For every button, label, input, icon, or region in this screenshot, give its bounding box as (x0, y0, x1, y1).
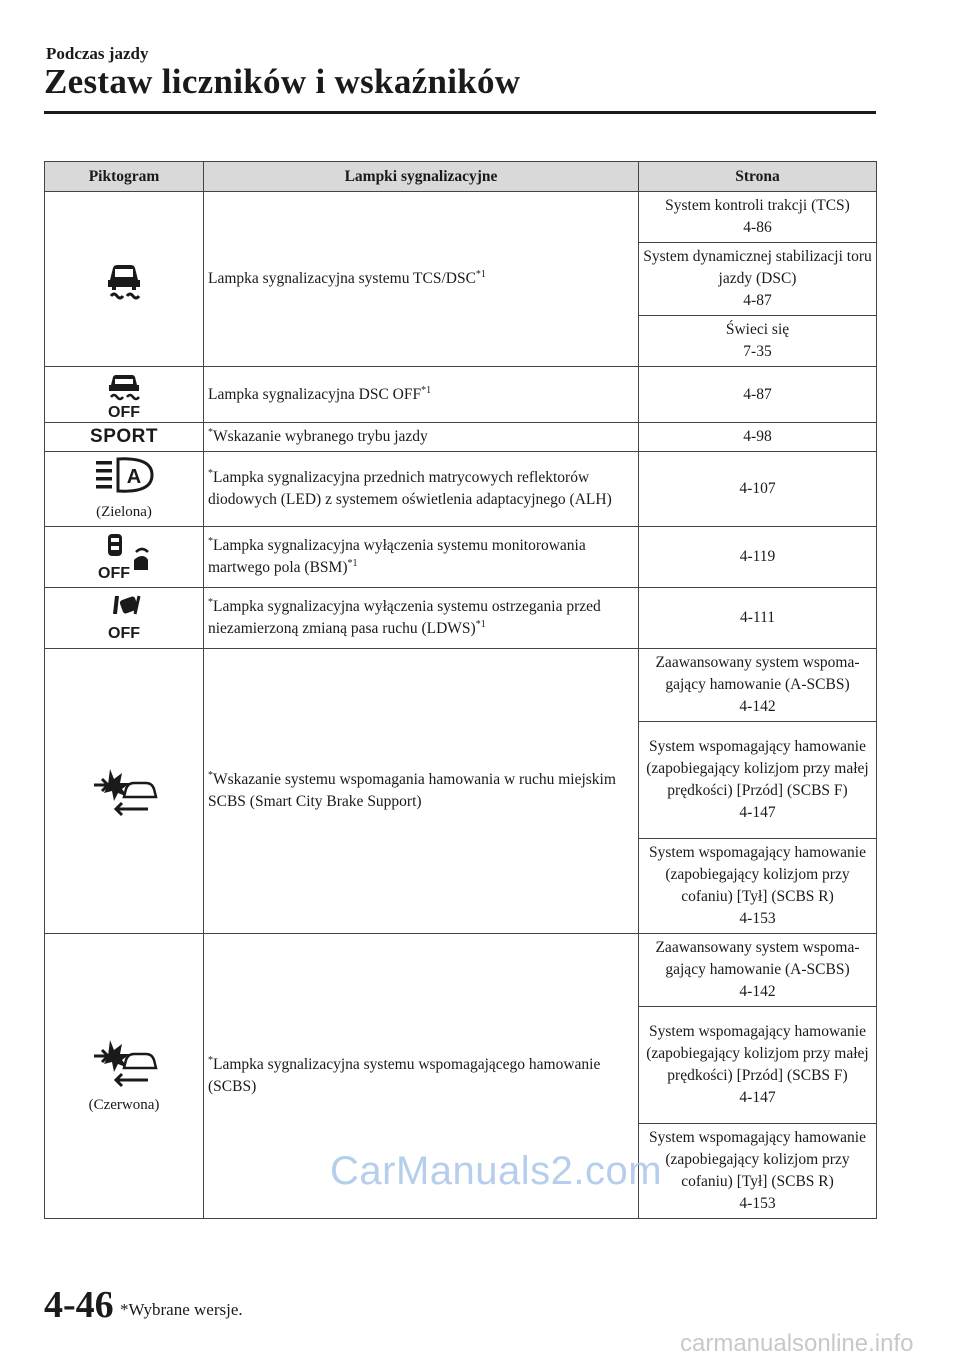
tcs-page-1: System kontroli trakcji (TCS) 4-86 (639, 192, 877, 243)
dsc-off-icon (45, 371, 203, 419)
footnote: *Wybrane wersje. (120, 1300, 243, 1319)
alh-icon (45, 455, 203, 495)
page-title: Zestaw liczników i wskaźników (44, 62, 521, 101)
tcs-dsc-icon (45, 256, 203, 302)
header-pictogram: Piktogram (45, 162, 204, 192)
sport-icon-cell (45, 423, 204, 452)
bsm-desc: *Lampka sygnalizacyjna wyłączenia systemu monitorowania martwego pola (BSM)$^{*1}$ (204, 527, 639, 588)
tcs-icon-cell (45, 192, 204, 367)
watermark: CarManuals2.com (330, 1149, 663, 1193)
indicator-table (44, 161, 877, 1219)
scbs-page-1: Zaawansowany system wspomagający hamowanie (A-SCBS) 4-142 (639, 649, 877, 722)
svg-text:OFF: OFF (108, 403, 140, 419)
svg-text:OFF: OFF (108, 625, 140, 642)
table-row (45, 192, 877, 243)
header-page: Strona (639, 162, 877, 192)
page-number: 4-46 (44, 1284, 114, 1326)
table-row (45, 367, 877, 423)
scbsred-page-1: Zaawansowany system wspomagający hamowanie (A-SCBS) 4-142 (639, 934, 877, 1007)
tcs-page-2: System dynamicznej stabilizacji toru jazdy (DSC) 4-87 (639, 243, 877, 316)
scbsred-page-3: System wspomagający hamowanie (zapobiegający kolizjom przy cofaniu) [Tył] (SCBS R) 4-153 (639, 1124, 877, 1219)
sport-page: 4-98 (639, 423, 877, 452)
table-row (45, 588, 877, 649)
ldws-icon-cell (45, 588, 204, 649)
scbs-page-2: System wspomagający hamowanie (zapobiegający kolizjom przy małej prędkości) [Przód] (SCBS F) 4-147 (639, 722, 877, 839)
title-rule (44, 111, 876, 114)
scbsred-caption: (Czerwona) (88, 1097, 160, 1113)
header-indicators: Lampki sygnalizacyjne (204, 162, 639, 192)
scbs-icon-cell (45, 649, 204, 934)
sport-desc: *Wskazanie wybranego trybu jazdy (204, 423, 639, 452)
table-row (45, 934, 877, 1007)
scbsred-icon-cell (45, 934, 204, 1219)
table-header-row (45, 162, 877, 192)
ldws-off-icon (45, 592, 203, 644)
alh-page: 4-107 (639, 452, 877, 527)
bsm-icon-cell (45, 527, 204, 588)
bsm-off-icon (45, 532, 203, 582)
table-row (45, 527, 877, 588)
table-row (45, 649, 877, 722)
tcs-page-3: Świeci się 7-35 (639, 316, 877, 367)
alh-icon-cell (45, 452, 204, 527)
ldws-desc: *Lampka sygnalizacyjna wyłączenia systemu ostrzegania przed niezamierzoną zmianą pasa ruchu (LDWS)$^{*1}$ (204, 588, 639, 649)
scbs-desc: *Wskazanie systemu wspomagania hamowania w ruchu miejskim SCBS (Smart City Brake Support) (204, 649, 639, 934)
ldws-page: 4-111 (639, 588, 877, 649)
bsm-page: 4-119 (639, 527, 877, 588)
sport-icon: SPORT (90, 425, 158, 447)
scbsred-page-2: System wspomagający hamowanie (zapobiegający kolizjom przy małej prędkości) [Przód] (SCBS F) 4-147 (639, 1007, 877, 1124)
svg-text:OFF: OFF (98, 565, 130, 582)
scbs-icon (45, 765, 203, 817)
tcs-desc: Lampka sygnalizacyjna systemu TCS/DSC$^{*1}$ (204, 192, 639, 367)
table-row (45, 423, 877, 452)
dscoff-desc: Lampka sygnalizacyjna DSC OFF$^{*1}$ (204, 367, 639, 423)
alh-desc: *Lampka sygnalizacyjna przednich matrycowych reflektorów diodowych (LED) z systemem oświetlenia adaptacyjnego (ALH) (204, 452, 639, 527)
table-row (45, 452, 877, 527)
alh-caption: (Zielona) (96, 504, 152, 520)
svg-text:A: A (126, 466, 142, 488)
dscoff-icon-cell (45, 367, 204, 423)
dscoff-page: 4-87 (639, 367, 877, 423)
scbs-red-icon (45, 1036, 203, 1088)
site-watermark: carmanualsonline.info (680, 1330, 914, 1357)
section-label: Podczas jazdy (46, 44, 149, 63)
scbs-page-3: System wspomagający hamowanie (zapobiegający kolizjom przy cofaniu) [Tył] (SCBS R) 4-153 (639, 839, 877, 934)
scbsred-desc: *Lampka sygnalizacyjna systemu wspomagającego hamowanie (SCBS) (204, 934, 639, 1219)
